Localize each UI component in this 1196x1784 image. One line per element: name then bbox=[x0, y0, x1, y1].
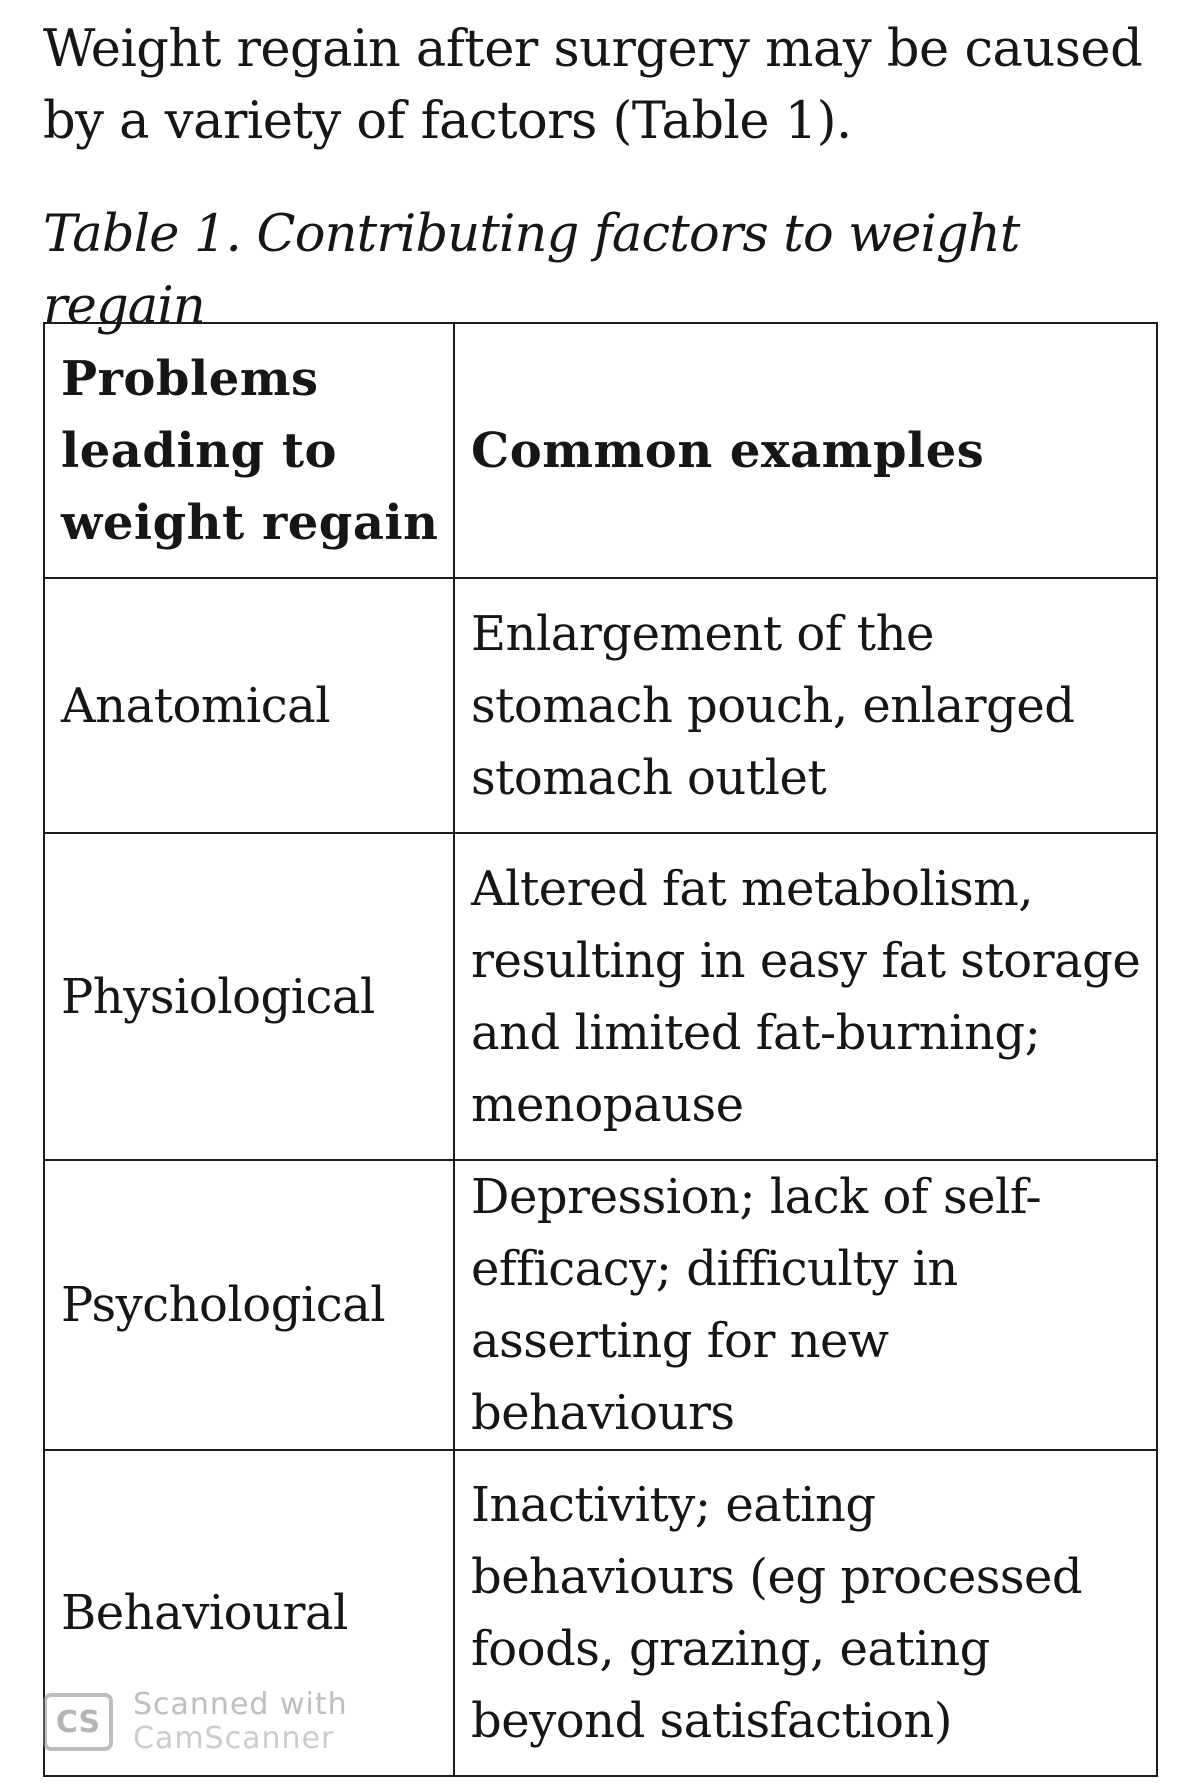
factors-table bbox=[43, 322, 1158, 1777]
table-row bbox=[44, 578, 1157, 833]
watermark-line1: Scanned with bbox=[133, 1687, 348, 1722]
table-row bbox=[44, 833, 1157, 1160]
header-examples: Common examples bbox=[454, 323, 1157, 578]
problem-cell: Behavioural bbox=[44, 1450, 454, 1776]
intro-paragraph: Weight regain after surgery may be caused by a variety of factors (Table 1). bbox=[43, 20, 1143, 151]
header-problems: Problems leading to weight regain bbox=[44, 323, 454, 578]
examples-cell: Inactivity; eating behaviours (eg processed foods, grazing, eating beyond satisfaction) bbox=[454, 1450, 1157, 1776]
table-row bbox=[44, 1160, 1157, 1450]
problem-cell: Psychological bbox=[44, 1160, 454, 1450]
problem-cell: Anatomical bbox=[44, 578, 454, 833]
examples-cell: Altered fat metabolism, resulting in easy fat storage and limited fat-burning; menopause bbox=[454, 833, 1157, 1160]
problem-cell: Physiological bbox=[44, 833, 454, 1160]
watermark-text bbox=[133, 1688, 348, 1756]
watermark-line2: CamScanner bbox=[133, 1721, 335, 1756]
camscanner-watermark bbox=[43, 1688, 348, 1756]
examples-cell: Enlargement of the stomach pouch, enlarged stomach outlet bbox=[454, 578, 1157, 833]
table-caption: Table 1. Contributing factors to weight regain bbox=[43, 205, 1020, 336]
camscanner-logo-icon: CS bbox=[43, 1693, 113, 1751]
examples-cell: Depression; lack of self-efficacy; difficulty in asserting for new behaviours bbox=[454, 1160, 1157, 1450]
table-header-row bbox=[44, 323, 1157, 578]
